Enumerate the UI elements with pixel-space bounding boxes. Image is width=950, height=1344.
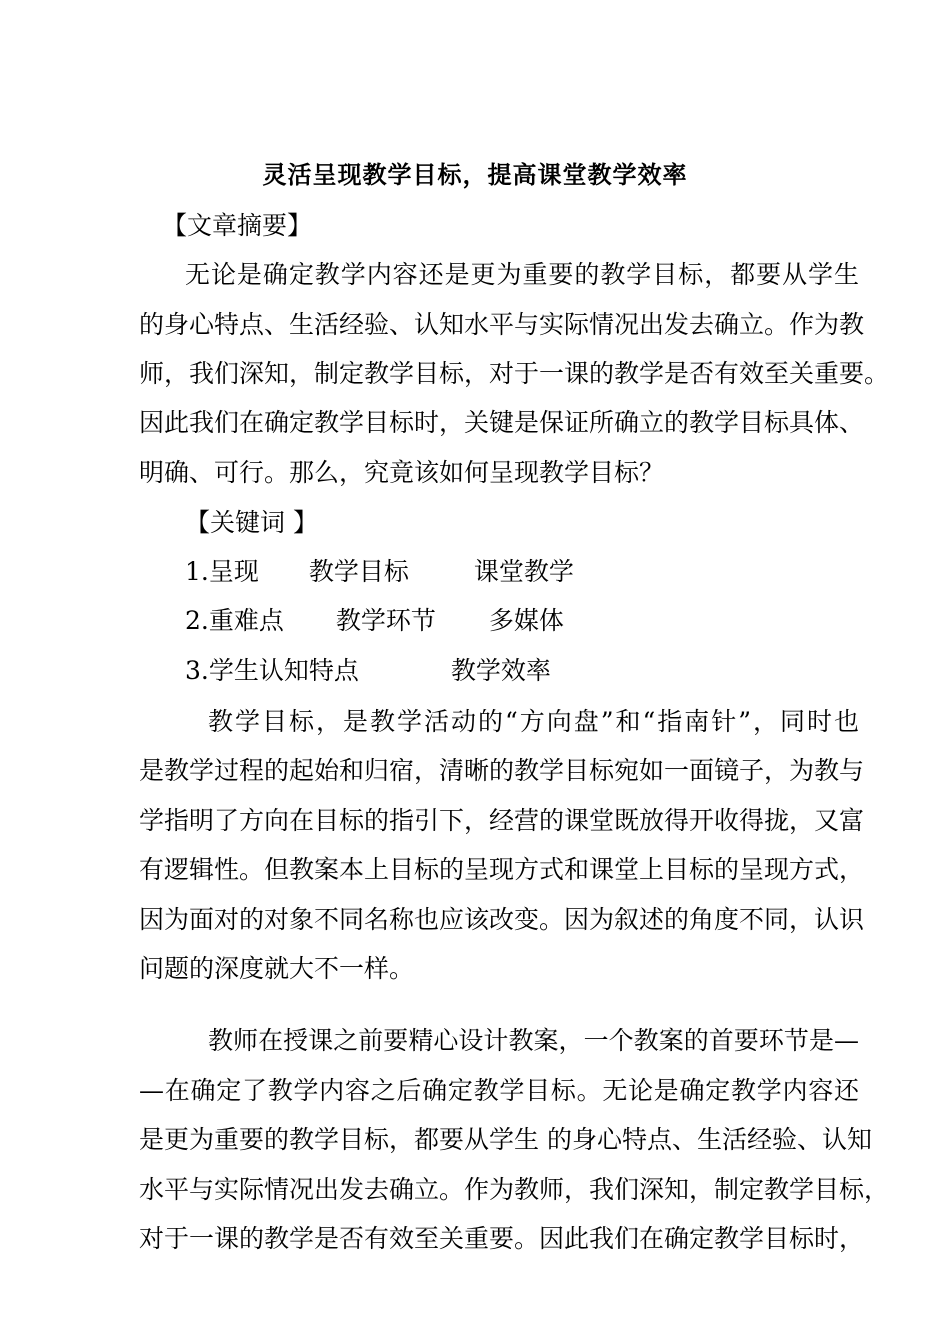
keyword-row: [185, 555, 574, 589]
keyword-item: 重难点: [208, 606, 284, 635]
abstract-line: 师，我们深知，制定教学目标，对于一课的教学是否有效至关重要。: [139, 359, 890, 388]
paragraph-line: 对于一课的教学是否有效至关重要。因此我们在确定教学目标时，: [139, 1224, 865, 1253]
paragraph-line: 水平与实际情况出发去确立。作为教师，我们深知，制定教学目标，: [139, 1175, 890, 1204]
abstract-line: 的身心特点、生活经验、认知水平与实际情况出发去确立。作为教: [139, 310, 865, 339]
abstract-line: 因此我们在确定教学目标时，关键是保证所确立的教学目标具体、: [139, 408, 865, 437]
paragraph-line: 有逻辑性。但教案本上目标的呈现方式和课堂上目标的呈现方式，: [139, 855, 865, 884]
keyword-item: 教学目标: [308, 557, 409, 586]
keyword-number: 1.: [185, 557, 209, 586]
keyword-item: 课堂教学: [473, 557, 574, 586]
paragraph-line: 教师在授课之前要精心设计教案，一个教案的首要环节是—: [208, 1026, 859, 1055]
keyword-row: [185, 654, 551, 688]
paragraph-line: 教学目标，是教学活动的“方向盘”和“指南针”，同时也: [208, 707, 859, 736]
keyword-item: 教学环节: [335, 606, 436, 635]
paragraph-line: 因为面对的对象不同名称也应该改变。因为叙述的角度不同，认识: [139, 905, 865, 934]
paragraph-line: 学指明了方向在目标的指引下，经营的课堂既放得开收得拢，又富: [139, 806, 865, 835]
keyword-item: 多媒体: [488, 606, 564, 635]
keyword-row: [185, 604, 564, 638]
keyword-number: 2.: [185, 606, 209, 635]
abstract-heading: 【文章摘要】: [162, 211, 313, 240]
paragraph-line: 是更为重要的教学目标，都要从学生 的身心特点、生活经验、认知: [139, 1125, 872, 1154]
paragraph-line: 是教学过程的起始和归宿，清晰的教学目标宛如一面镜子，为教与: [139, 756, 865, 785]
paragraph-line: 问题的深度就大不一样。: [139, 954, 415, 983]
abstract-line: 明确、可行。那么，究竟该如何呈现教学目标？: [139, 458, 665, 487]
document-title: 灵活呈现教学目标，提高课堂教学效率: [262, 160, 688, 189]
keyword-item: 学生认知特点: [208, 656, 359, 685]
paragraph-line: —在确定了教学内容之后确定教学目标。无论是确定教学内容还: [139, 1076, 859, 1105]
keyword-item: 教学效率: [450, 656, 551, 685]
keyword-item: 呈现: [208, 557, 259, 586]
keyword-number: 3.: [185, 656, 209, 685]
abstract-line: 无论是确定教学内容还是更为重要的教学目标，都要从学生: [185, 260, 859, 289]
keywords-heading: 【关键词 】: [185, 508, 318, 537]
